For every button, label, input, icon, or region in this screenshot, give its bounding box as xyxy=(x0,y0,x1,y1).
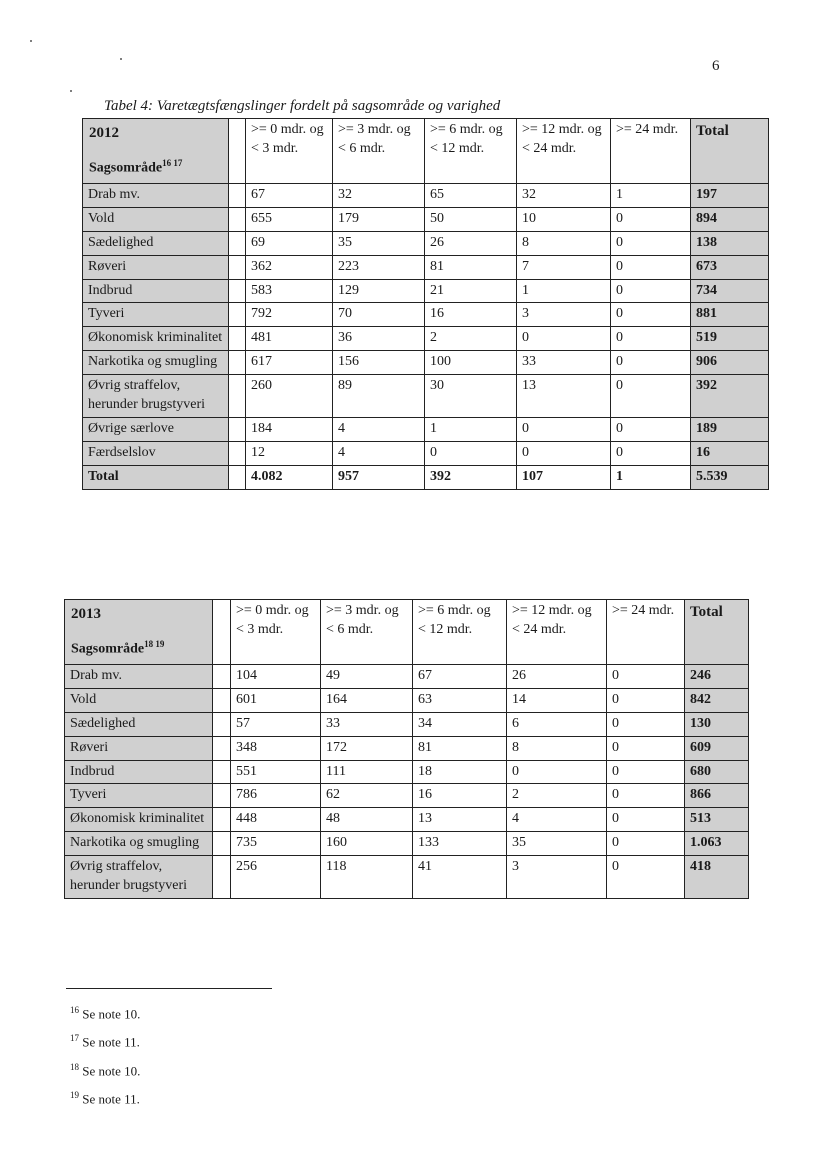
value-cell: 735 xyxy=(231,832,321,856)
value-cell: 0 xyxy=(611,375,691,418)
gap-cell xyxy=(229,279,246,303)
value-cell: 0 xyxy=(607,832,685,856)
total-cell: 842 xyxy=(685,688,749,712)
value-cell: 26 xyxy=(507,665,607,689)
value-cell: 81 xyxy=(425,255,517,279)
value-cell: 0 xyxy=(517,441,611,465)
gap-cell xyxy=(229,255,246,279)
total-cell: 881 xyxy=(691,303,769,327)
total-cell: 866 xyxy=(685,784,749,808)
value-cell: 8 xyxy=(517,231,611,255)
value-cell: 1 xyxy=(611,465,691,489)
category-label: Økonomisk kriminalitet xyxy=(65,808,213,832)
table-row xyxy=(65,808,749,832)
footnote: $^{18}$ Se note 10. xyxy=(70,1061,141,1078)
column-header: >= 0 mdr. og < 3 mdr. xyxy=(246,119,333,184)
category-label: Øvrig straffelov, herunder brugstyveri xyxy=(65,856,213,899)
category-label: Total xyxy=(83,465,229,489)
gap-cell xyxy=(229,303,246,327)
value-cell: 392 xyxy=(425,465,517,489)
column-header: >= 3 mdr. og < 6 mdr. xyxy=(333,119,425,184)
table-row xyxy=(83,207,769,231)
category-label: Indbrud xyxy=(65,760,213,784)
value-cell: 14 xyxy=(507,688,607,712)
table-2013 xyxy=(64,599,749,899)
value-cell: 0 xyxy=(607,808,685,832)
column-header: >= 12 mdr. og < 24 mdr. xyxy=(507,600,607,665)
value-cell: 70 xyxy=(333,303,425,327)
value-cell: 0 xyxy=(611,255,691,279)
table-body xyxy=(65,665,749,899)
table-row xyxy=(83,303,769,327)
table-body xyxy=(83,184,769,490)
table-row xyxy=(83,255,769,279)
footnote-ref: 18 19 xyxy=(144,639,165,650)
category-label: Færdselslov xyxy=(83,441,229,465)
table-year: 2012 xyxy=(89,125,119,141)
value-cell: 179 xyxy=(333,207,425,231)
value-cell: 18 xyxy=(413,760,507,784)
footnote: $^{19}$ Se note 11. xyxy=(70,1089,140,1107)
value-cell: 0 xyxy=(607,665,685,689)
gap-cell xyxy=(213,808,231,832)
value-cell: 104 xyxy=(231,665,321,689)
gap-cell xyxy=(229,375,246,418)
year-header-cell xyxy=(83,119,229,184)
category-label: Tyveri xyxy=(83,303,229,327)
value-cell: 41 xyxy=(413,856,507,899)
value-cell: 118 xyxy=(321,856,413,899)
value-cell: 0 xyxy=(607,784,685,808)
value-cell: 448 xyxy=(231,808,321,832)
category-label: Økonomisk kriminalitet xyxy=(83,327,229,351)
value-cell: 50 xyxy=(425,207,517,231)
value-cell: 4 xyxy=(507,808,607,832)
total-cell: 519 xyxy=(691,327,769,351)
gap-cell xyxy=(213,736,231,760)
gap-cell xyxy=(213,760,231,784)
category-label: Vold xyxy=(83,207,229,231)
footnotes xyxy=(70,998,140,1111)
column-header: >= 6 mdr. og < 12 mdr. xyxy=(413,600,507,665)
value-cell: 100 xyxy=(425,351,517,375)
category-label: Øvrig straffelov, herunder brugstyveri xyxy=(83,375,229,418)
value-cell: 0 xyxy=(425,441,517,465)
value-cell: 35 xyxy=(333,231,425,255)
value-cell: 0 xyxy=(507,760,607,784)
table-row xyxy=(65,784,749,808)
gap-cell xyxy=(229,184,246,208)
value-cell: 13 xyxy=(517,375,611,418)
value-cell: 16 xyxy=(425,303,517,327)
value-cell: 223 xyxy=(333,255,425,279)
value-cell: 107 xyxy=(517,465,611,489)
gap-cell xyxy=(229,327,246,351)
value-cell: 551 xyxy=(231,760,321,784)
year-header-cell xyxy=(65,600,213,665)
value-cell: 4 xyxy=(333,441,425,465)
value-cell: 30 xyxy=(425,375,517,418)
table-caption: Tabel 4: Varetægtsfængslinger fordelt på sagsområde og varighed xyxy=(104,98,501,114)
total-cell: 197 xyxy=(691,184,769,208)
total-cell: 1.063 xyxy=(685,832,749,856)
value-cell: 33 xyxy=(517,351,611,375)
value-cell: 69 xyxy=(246,231,333,255)
value-cell: 81 xyxy=(413,736,507,760)
value-cell: 133 xyxy=(413,832,507,856)
value-cell: 62 xyxy=(321,784,413,808)
category-label: Røveri xyxy=(65,736,213,760)
value-cell: 26 xyxy=(425,231,517,255)
gap-cell xyxy=(229,465,246,489)
value-cell: 0 xyxy=(607,736,685,760)
gap-cell xyxy=(213,712,231,736)
value-cell: 32 xyxy=(517,184,611,208)
value-cell: 957 xyxy=(333,465,425,489)
value-cell: 2 xyxy=(425,327,517,351)
table-row xyxy=(83,441,769,465)
value-cell: 156 xyxy=(333,351,425,375)
total-cell: 418 xyxy=(685,856,749,899)
total-cell: 138 xyxy=(691,231,769,255)
value-cell: 184 xyxy=(246,417,333,441)
value-cell: 34 xyxy=(413,712,507,736)
table-row xyxy=(65,665,749,689)
footnote-ref: 16 17 xyxy=(162,158,183,169)
value-cell: 256 xyxy=(231,856,321,899)
value-cell: 0 xyxy=(611,327,691,351)
value-cell: 7 xyxy=(517,255,611,279)
column-header: >= 12 mdr. og < 24 mdr. xyxy=(517,119,611,184)
value-cell: 35 xyxy=(507,832,607,856)
row-header-label: Sagsområde$^{18 19}$ xyxy=(71,639,165,658)
table-row xyxy=(65,856,749,899)
value-cell: 67 xyxy=(246,184,333,208)
gap-cell xyxy=(213,856,231,899)
total-cell: 130 xyxy=(685,712,749,736)
value-cell: 3 xyxy=(517,303,611,327)
value-cell: 655 xyxy=(246,207,333,231)
table-row xyxy=(83,351,769,375)
value-cell: 16 xyxy=(413,784,507,808)
value-cell: 0 xyxy=(607,856,685,899)
value-cell: 172 xyxy=(321,736,413,760)
value-cell: 4 xyxy=(333,417,425,441)
value-cell: 6 xyxy=(507,712,607,736)
table-row xyxy=(83,327,769,351)
value-cell: 49 xyxy=(321,665,413,689)
header-row xyxy=(83,119,769,184)
footnote-divider xyxy=(66,988,272,989)
value-cell: 111 xyxy=(321,760,413,784)
row-header-label: Sagsområde$^{16 17}$ xyxy=(89,158,183,177)
column-header-total: Total xyxy=(691,119,769,184)
value-cell: 13 xyxy=(413,808,507,832)
total-cell: 16 xyxy=(691,441,769,465)
value-cell: 89 xyxy=(333,375,425,418)
table-row xyxy=(65,760,749,784)
value-cell: 0 xyxy=(517,417,611,441)
gap-cell xyxy=(229,119,246,184)
column-header: >= 0 mdr. og < 3 mdr. xyxy=(231,600,321,665)
value-cell: 1 xyxy=(611,184,691,208)
column-header: >= 24 mdr. xyxy=(611,119,691,184)
value-cell: 583 xyxy=(246,279,333,303)
table-2012 xyxy=(82,118,769,490)
value-cell: 164 xyxy=(321,688,413,712)
value-cell: 63 xyxy=(413,688,507,712)
value-cell: 21 xyxy=(425,279,517,303)
gap-cell xyxy=(213,665,231,689)
value-cell: 260 xyxy=(246,375,333,418)
category-label: Drab mv. xyxy=(83,184,229,208)
value-cell: 3 xyxy=(507,856,607,899)
value-cell: 0 xyxy=(611,279,691,303)
value-cell: 48 xyxy=(321,808,413,832)
value-cell: 129 xyxy=(333,279,425,303)
table-row xyxy=(65,736,749,760)
value-cell: 0 xyxy=(611,207,691,231)
footnote: $^{16}$ Se note 10. xyxy=(70,1005,141,1022)
column-header-total: Total xyxy=(685,600,749,665)
value-cell: 65 xyxy=(425,184,517,208)
column-header: >= 6 mdr. og < 12 mdr. xyxy=(425,119,517,184)
table-row xyxy=(65,832,749,856)
value-cell: 0 xyxy=(611,231,691,255)
total-cell: 5.539 xyxy=(691,465,769,489)
category-label: Sædelighed xyxy=(65,712,213,736)
table-row xyxy=(65,712,749,736)
value-cell: 57 xyxy=(231,712,321,736)
page-number: 6 xyxy=(712,58,720,74)
scan-speck xyxy=(30,40,32,42)
total-cell: 734 xyxy=(691,279,769,303)
value-cell: 0 xyxy=(607,712,685,736)
value-cell: 36 xyxy=(333,327,425,351)
value-cell: 12 xyxy=(246,441,333,465)
value-cell: 2 xyxy=(507,784,607,808)
value-cell: 786 xyxy=(231,784,321,808)
column-header: >= 24 mdr. xyxy=(607,600,685,665)
total-cell: 906 xyxy=(691,351,769,375)
value-cell: 4.082 xyxy=(246,465,333,489)
category-label: Øvrige særlove xyxy=(83,417,229,441)
value-cell: 0 xyxy=(611,303,691,327)
gap-cell xyxy=(229,351,246,375)
value-cell: 32 xyxy=(333,184,425,208)
value-cell: 8 xyxy=(507,736,607,760)
gap-cell xyxy=(229,417,246,441)
value-cell: 362 xyxy=(246,255,333,279)
total-cell: 609 xyxy=(685,736,749,760)
value-cell: 481 xyxy=(246,327,333,351)
table-year: 2013 xyxy=(71,606,101,622)
category-label: Indbrud xyxy=(83,279,229,303)
value-cell: 792 xyxy=(246,303,333,327)
gap-cell xyxy=(213,784,231,808)
gap-cell xyxy=(213,832,231,856)
value-cell: 0 xyxy=(611,351,691,375)
table-row xyxy=(83,279,769,303)
table-row xyxy=(83,375,769,418)
column-header: >= 3 mdr. og < 6 mdr. xyxy=(321,600,413,665)
value-cell: 0 xyxy=(607,688,685,712)
category-label: Drab mv. xyxy=(65,665,213,689)
value-cell: 1 xyxy=(517,279,611,303)
gap-cell xyxy=(229,231,246,255)
category-label: Vold xyxy=(65,688,213,712)
total-cell: 392 xyxy=(691,375,769,418)
category-label: Røveri xyxy=(83,255,229,279)
value-cell: 0 xyxy=(607,760,685,784)
gap-cell xyxy=(229,207,246,231)
category-label: Narkotika og smugling xyxy=(83,351,229,375)
total-cell: 513 xyxy=(685,808,749,832)
gap-cell xyxy=(229,441,246,465)
category-label: Tyveri xyxy=(65,784,213,808)
gap-cell xyxy=(213,600,231,665)
table-row xyxy=(83,417,769,441)
table-row xyxy=(83,184,769,208)
value-cell: 10 xyxy=(517,207,611,231)
value-cell: 0 xyxy=(517,327,611,351)
header-row xyxy=(65,600,749,665)
value-cell: 33 xyxy=(321,712,413,736)
total-cell: 680 xyxy=(685,760,749,784)
table-row xyxy=(65,688,749,712)
scan-speck xyxy=(120,58,122,60)
value-cell: 0 xyxy=(611,441,691,465)
table-row xyxy=(83,231,769,255)
value-cell: 601 xyxy=(231,688,321,712)
value-cell: 617 xyxy=(246,351,333,375)
value-cell: 160 xyxy=(321,832,413,856)
gap-cell xyxy=(213,688,231,712)
scan-speck xyxy=(70,90,72,92)
value-cell: 0 xyxy=(611,417,691,441)
value-cell: 348 xyxy=(231,736,321,760)
category-label: Sædelighed xyxy=(83,231,229,255)
category-label: Narkotika og smugling xyxy=(65,832,213,856)
value-cell: 67 xyxy=(413,665,507,689)
total-row xyxy=(83,465,769,489)
value-cell: 1 xyxy=(425,417,517,441)
total-cell: 673 xyxy=(691,255,769,279)
footnote: $^{17}$ Se note 11. xyxy=(70,1033,140,1050)
total-cell: 246 xyxy=(685,665,749,689)
total-cell: 894 xyxy=(691,207,769,231)
total-cell: 189 xyxy=(691,417,769,441)
